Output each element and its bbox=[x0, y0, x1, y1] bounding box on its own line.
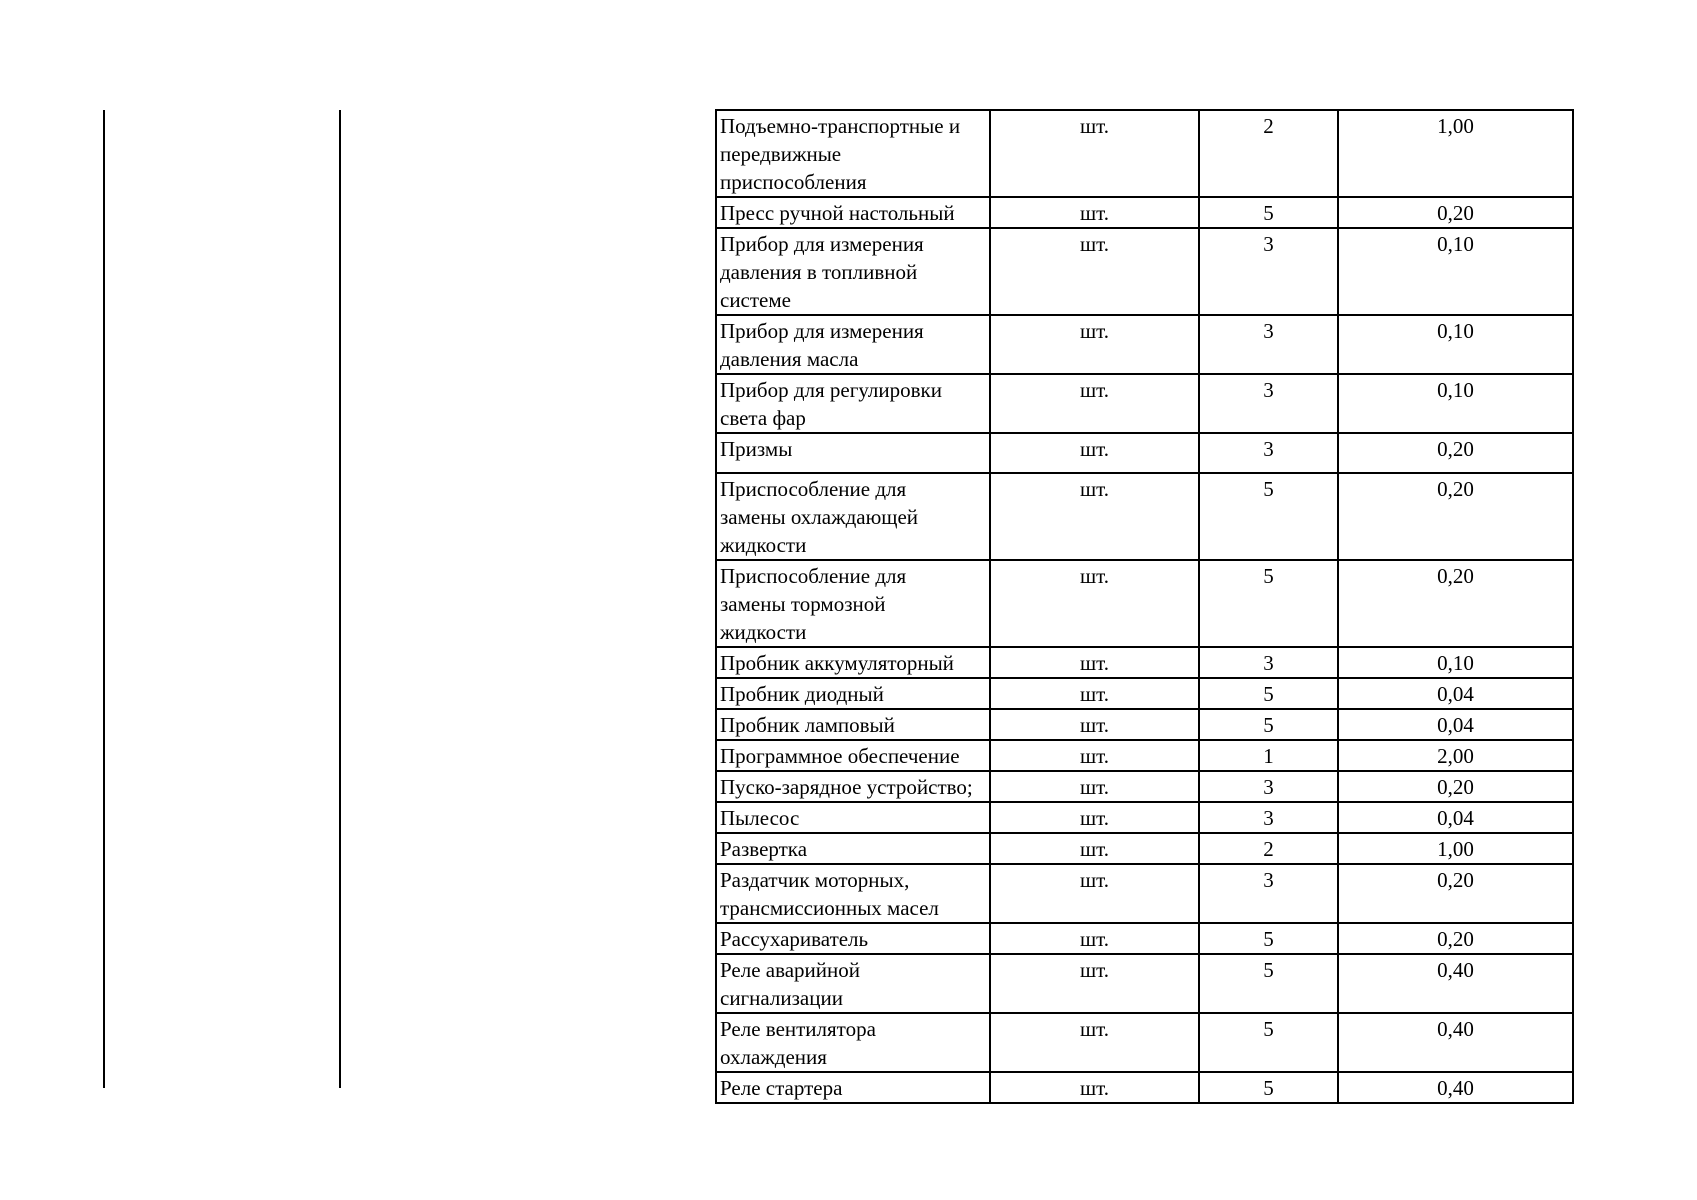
item-name: Приспособление для замены тормозной жидкости bbox=[720, 564, 907, 644]
item-unit: шт. bbox=[990, 374, 1199, 433]
item-unit: шт. bbox=[990, 709, 1199, 740]
item-value: 0,10 bbox=[1338, 374, 1573, 433]
item-unit: шт. bbox=[990, 315, 1199, 374]
item-name-cell bbox=[716, 954, 990, 1013]
item-quantity: 3 bbox=[1199, 228, 1338, 315]
item-unit: шт. bbox=[990, 228, 1199, 315]
item-unit: шт. bbox=[990, 1072, 1199, 1103]
item-name-cell bbox=[716, 1013, 990, 1072]
item-value: 1,00 bbox=[1338, 833, 1573, 864]
item-name-cell bbox=[716, 374, 990, 433]
item-name-cell bbox=[716, 197, 990, 228]
item-name: Пресс ручной настольный bbox=[720, 201, 955, 225]
item-unit: шт. bbox=[990, 110, 1199, 197]
item-name: Реле вентилятора охлаждения bbox=[720, 1017, 876, 1069]
item-name-cell bbox=[716, 923, 990, 954]
item-quantity: 5 bbox=[1199, 923, 1338, 954]
item-value: 0,04 bbox=[1338, 678, 1573, 709]
item-unit: шт. bbox=[990, 473, 1199, 560]
item-name: Пробник диодный bbox=[720, 682, 884, 706]
item-name: Реле аварийной сигнализации bbox=[720, 958, 861, 1010]
item-unit: шт. bbox=[990, 923, 1199, 954]
item-quantity: 2 bbox=[1199, 110, 1338, 197]
table-row bbox=[716, 197, 1573, 228]
table-row bbox=[716, 864, 1573, 923]
equipment-table-body bbox=[716, 110, 1573, 1103]
item-value: 1,00 bbox=[1338, 110, 1573, 197]
table-row bbox=[716, 1013, 1573, 1072]
item-quantity: 5 bbox=[1199, 678, 1338, 709]
item-name-cell bbox=[716, 473, 990, 560]
item-name: Подъемно-транспортные и передвижные приспособления bbox=[720, 114, 961, 194]
item-quantity: 5 bbox=[1199, 1072, 1338, 1103]
table-row bbox=[716, 1072, 1573, 1103]
item-unit: шт. bbox=[990, 647, 1199, 678]
item-unit: шт. bbox=[990, 954, 1199, 1013]
item-name-cell bbox=[716, 433, 990, 473]
item-name-cell bbox=[716, 560, 990, 647]
item-name-cell bbox=[716, 771, 990, 802]
item-name-cell bbox=[716, 110, 990, 197]
table-row bbox=[716, 315, 1573, 374]
item-quantity: 2 bbox=[1199, 833, 1338, 864]
table-row bbox=[716, 647, 1573, 678]
item-value: 0,04 bbox=[1338, 709, 1573, 740]
table-row bbox=[716, 709, 1573, 740]
item-name-cell bbox=[716, 833, 990, 864]
item-name-cell bbox=[716, 802, 990, 833]
item-unit: шт. bbox=[990, 560, 1199, 647]
item-quantity: 3 bbox=[1199, 771, 1338, 802]
item-name-cell bbox=[716, 647, 990, 678]
table-row bbox=[716, 473, 1573, 560]
item-unit: шт. bbox=[990, 864, 1199, 923]
item-value: 0,20 bbox=[1338, 473, 1573, 560]
item-quantity: 3 bbox=[1199, 864, 1338, 923]
item-quantity: 5 bbox=[1199, 954, 1338, 1013]
table-row bbox=[716, 802, 1573, 833]
left-inner-border-line bbox=[339, 110, 341, 1088]
table-row bbox=[716, 433, 1573, 473]
item-unit: шт. bbox=[990, 740, 1199, 771]
item-name: Реле стартера bbox=[720, 1076, 843, 1100]
item-quantity: 3 bbox=[1199, 374, 1338, 433]
item-value: 0,20 bbox=[1338, 433, 1573, 473]
item-name: Раздатчик моторных, трансмиссионных масел bbox=[720, 868, 939, 920]
item-quantity: 5 bbox=[1199, 560, 1338, 647]
item-name: Пробник аккумуляторный bbox=[720, 651, 954, 675]
item-name-cell bbox=[716, 1072, 990, 1103]
item-unit: шт. bbox=[990, 678, 1199, 709]
item-value: 0,20 bbox=[1338, 864, 1573, 923]
item-name-cell bbox=[716, 678, 990, 709]
item-quantity: 5 bbox=[1199, 197, 1338, 228]
item-name-cell bbox=[716, 740, 990, 771]
item-name: Пробник ламповый bbox=[720, 713, 895, 737]
item-value: 0,10 bbox=[1338, 647, 1573, 678]
item-quantity: 3 bbox=[1199, 647, 1338, 678]
item-name: Программное обеспечение bbox=[720, 744, 960, 768]
item-unit: шт. bbox=[990, 833, 1199, 864]
item-quantity: 5 bbox=[1199, 473, 1338, 560]
item-quantity: 5 bbox=[1199, 1013, 1338, 1072]
item-value: 0,10 bbox=[1338, 315, 1573, 374]
table-row bbox=[716, 954, 1573, 1013]
item-value: 0,40 bbox=[1338, 954, 1573, 1013]
item-name-cell bbox=[716, 315, 990, 374]
table-row bbox=[716, 374, 1573, 433]
item-name: Пуско-зарядное устройство; bbox=[720, 775, 973, 799]
table-row bbox=[716, 228, 1573, 315]
item-name: Пылесос bbox=[720, 806, 800, 830]
item-value: 2,00 bbox=[1338, 740, 1573, 771]
item-value: 0,40 bbox=[1338, 1013, 1573, 1072]
item-name: Рассухариватель bbox=[720, 927, 869, 951]
item-quantity: 1 bbox=[1199, 740, 1338, 771]
item-unit: шт. bbox=[990, 1013, 1199, 1072]
item-quantity: 3 bbox=[1199, 315, 1338, 374]
item-value: 0,10 bbox=[1338, 228, 1573, 315]
item-value: 0,20 bbox=[1338, 560, 1573, 647]
item-name: Призмы bbox=[720, 437, 793, 461]
item-value: 0,04 bbox=[1338, 802, 1573, 833]
item-value: 0,40 bbox=[1338, 1072, 1573, 1103]
table-row bbox=[716, 833, 1573, 864]
item-name: Прибор для регулировки света фар bbox=[720, 378, 942, 430]
item-quantity: 3 bbox=[1199, 433, 1338, 473]
item-name: Развертка bbox=[720, 837, 808, 861]
item-name-cell bbox=[716, 228, 990, 315]
item-unit: шт. bbox=[990, 433, 1199, 473]
left-border-line bbox=[103, 110, 105, 1088]
item-unit: шт. bbox=[990, 771, 1199, 802]
table-row bbox=[716, 771, 1573, 802]
table-row bbox=[716, 110, 1573, 197]
table-row bbox=[716, 560, 1573, 647]
item-quantity: 5 bbox=[1199, 709, 1338, 740]
item-name-cell bbox=[716, 709, 990, 740]
item-name: Прибор для измерения давления в топливной системе bbox=[720, 232, 924, 312]
table-row bbox=[716, 678, 1573, 709]
item-value: 0,20 bbox=[1338, 923, 1573, 954]
item-unit: шт. bbox=[990, 802, 1199, 833]
table-row bbox=[716, 923, 1573, 954]
item-value: 0,20 bbox=[1338, 771, 1573, 802]
table-row bbox=[716, 740, 1573, 771]
item-quantity: 3 bbox=[1199, 802, 1338, 833]
item-name: Прибор для измерения давления масла bbox=[720, 319, 924, 371]
item-name-cell bbox=[716, 864, 990, 923]
item-name: Приспособление для замены охлаждающей жидкости bbox=[720, 477, 919, 557]
equipment-table bbox=[715, 109, 1574, 1104]
item-unit: шт. bbox=[990, 197, 1199, 228]
item-value: 0,20 bbox=[1338, 197, 1573, 228]
